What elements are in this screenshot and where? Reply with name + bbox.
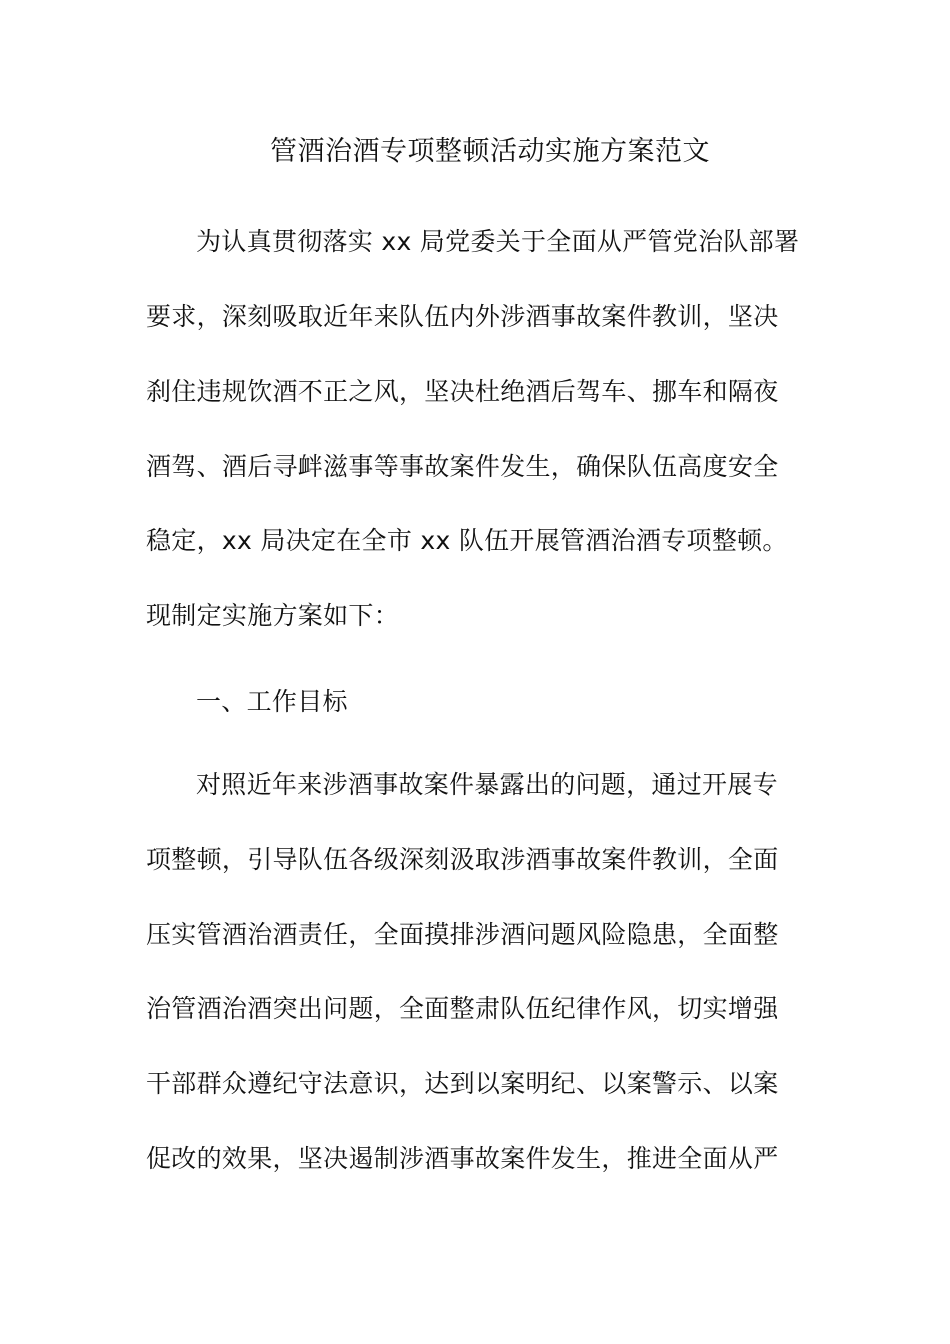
intro-line-6: 现制定实施方案如下： — [146, 601, 400, 630]
intro-line-1: 为认真贯彻落实 xx 局党委关于全面从严管党治队部署 — [196, 227, 800, 256]
document-title: 管酒治酒专项整顿活动实施方案范文 — [270, 136, 710, 167]
intro-line-4: 酒驾、酒后寻衅滋事等事故案件发生，确保队伍高度安全 — [146, 452, 779, 481]
section-1-line-6: 促改的效果，坚决遏制涉酒事故案件发生，推进全面从严 — [146, 1144, 779, 1173]
section-1-line-3: 压实管酒治酒责任，全面摸排涉酒问题风险隐患，全面整 — [146, 920, 779, 949]
section-1-heading: 一、工作目标 — [196, 687, 348, 716]
section-1-line-1: 对照近年来涉酒事故案件暴露出的问题，通过开展专 — [196, 770, 778, 799]
intro-line-3: 刹住违规饮酒不正之风，坚决杜绝酒后驾车、挪车和隔夜 — [146, 377, 779, 406]
section-1-line-2: 项整顿，引导队伍各级深刻汲取涉酒事故案件教训，全面 — [146, 845, 779, 874]
section-1-line-5: 干部群众遵纪守法意识，达到以案明纪、以案警示、以案 — [146, 1069, 779, 1098]
section-1-line-4: 治管酒治酒突出问题，全面整肃队伍纪律作风，切实增强 — [146, 994, 779, 1023]
intro-line-2: 要求，深刻吸取近年来队伍内外涉酒事故案件教训，坚决 — [146, 302, 779, 331]
intro-line-5: 稳定，xx 局决定在全市 xx 队伍开展管酒治酒专项整顿。 — [146, 526, 788, 555]
